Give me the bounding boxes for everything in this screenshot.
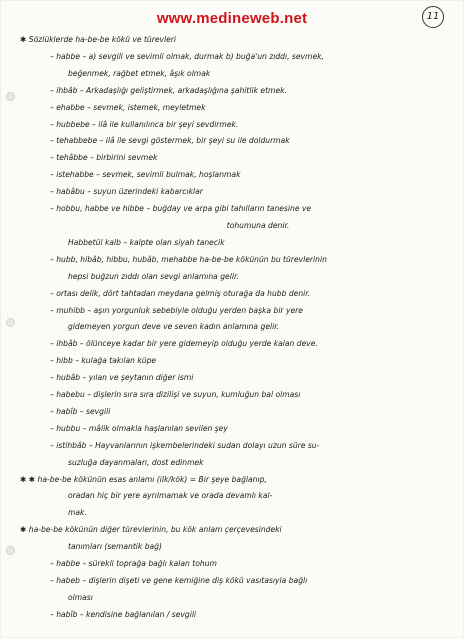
- note-line: – habîb – kendisine bağlanılan / sevgili: [50, 609, 197, 619]
- note-line: beğenmek, rağbet etmek, âşık olmak: [68, 68, 211, 78]
- note-line: oradan hiç bir yere ayrılmamak ve orada devamlı kal-: [68, 491, 273, 501]
- note-line: – ehabbe – sevmek, istemek, meyletmek: [50, 102, 206, 112]
- note-line: – hobbu, habbe ve hibbe – buğday ve arpa gibi tahılların tanesine ve: [50, 204, 312, 214]
- note-line: ✱ ha-be-be kökünün diğer türevlerinin, bu kök anlam çerçevesindeki: [20, 525, 282, 535]
- handwritten-notes: [20, 32, 448, 624]
- note-line: gidemeyen yorgun deve ve seven kadın anlamına gelir.: [68, 322, 280, 332]
- note-line: ✱ Sözlüklerde ha-be-be kökü ve türevleri: [20, 35, 177, 44]
- note-line: olması: [68, 592, 93, 602]
- note-line: – istihbâb – Hayvanlarının işkembelerindeki sudan dolayı uzun süre su-: [50, 440, 320, 450]
- site-watermark[interactable]: www.medineweb.net: [156, 10, 308, 27]
- note-line: – hubbu – mâlik olmakla haşlanılan sevilen şey: [50, 423, 228, 433]
- note-line: Habbetül kalb – kalpte olan siyah tanecik: [68, 237, 225, 247]
- note-line: tohumuna denir.: [226, 220, 290, 230]
- note-line: suzluğa dayanmaları, dost edinmek: [68, 457, 204, 467]
- punch-hole: [6, 546, 15, 555]
- note-line: – hubb, hibâb, hibbu, hubâb, mehabbe ha-be-be kökünün bu türevlerinin: [50, 254, 327, 264]
- note-line: hepsi buğzun zıddı olan sevgi anlamına gelir.: [68, 271, 239, 281]
- page-number: 11: [422, 6, 444, 28]
- note-line: – ihbâb – ölünceye kadar bir yere gidemeyip olduğu yerde kalan deve.: [50, 339, 318, 349]
- note-line: – hubâb – yılan ve şeytanın diğer ismi: [50, 373, 194, 383]
- note-line: – istehabbe – sevmek, sevimli bulmak, hoşlanmak: [50, 170, 241, 180]
- note-line: – hubbebe – ilâ ile kullanılınca bir şeyi sevdirmek.: [50, 119, 239, 129]
- note-line: – habebu – dişlerin sıra sıra dizilişi ve suyun, kumluğun bal olması: [50, 390, 301, 400]
- note-line: – tehâbbe – birbirini sevmek: [50, 153, 158, 163]
- note-line: – habîb – sevgili: [50, 406, 111, 416]
- note-line: – habâbu – suyun üzerindeki kabarcıklar: [50, 187, 203, 197]
- punch-hole: [6, 318, 15, 327]
- note-line: – habbe – a) sevgili ve sevimli olmak, durmak b) buğa'un zıddı, sevmek,: [50, 51, 324, 61]
- punch-hole: [6, 92, 15, 101]
- note-line: – ortası delik, dört tahtadan meydana gelmiş oturağa da hubb denir.: [50, 288, 311, 298]
- note-line: – ihbâb – Arkadaşlığı geliştirmek, arkadaşlığına şahitlik etmek.: [50, 85, 287, 95]
- note-line: – habeb – dişlerin dişeti ve gene kemiğine diş kökü vasıtasıyla bağlı: [50, 576, 308, 585]
- note-line: tanımları (semantik bağ): [68, 542, 162, 552]
- note-line: ✱ ✱ ha-be-be kökünün esas anlamı (ilk/kök) = Bir şeye bağlanıp,: [20, 474, 267, 484]
- note-line: – muhibb – aşırı yorgunluk sebebiyle olduğu yerden başka bir yere: [50, 305, 303, 315]
- note-line: – habbe – sürekli toprağa bağlı kalan tohum: [50, 559, 217, 569]
- note-line: – tehabbebe – ilâ ile sevgi göstermek, bir şeyi su ile doldurmak: [50, 136, 290, 146]
- note-line: mak.: [68, 508, 87, 518]
- note-line: – hibb – kulağa takılan küpe: [50, 356, 157, 366]
